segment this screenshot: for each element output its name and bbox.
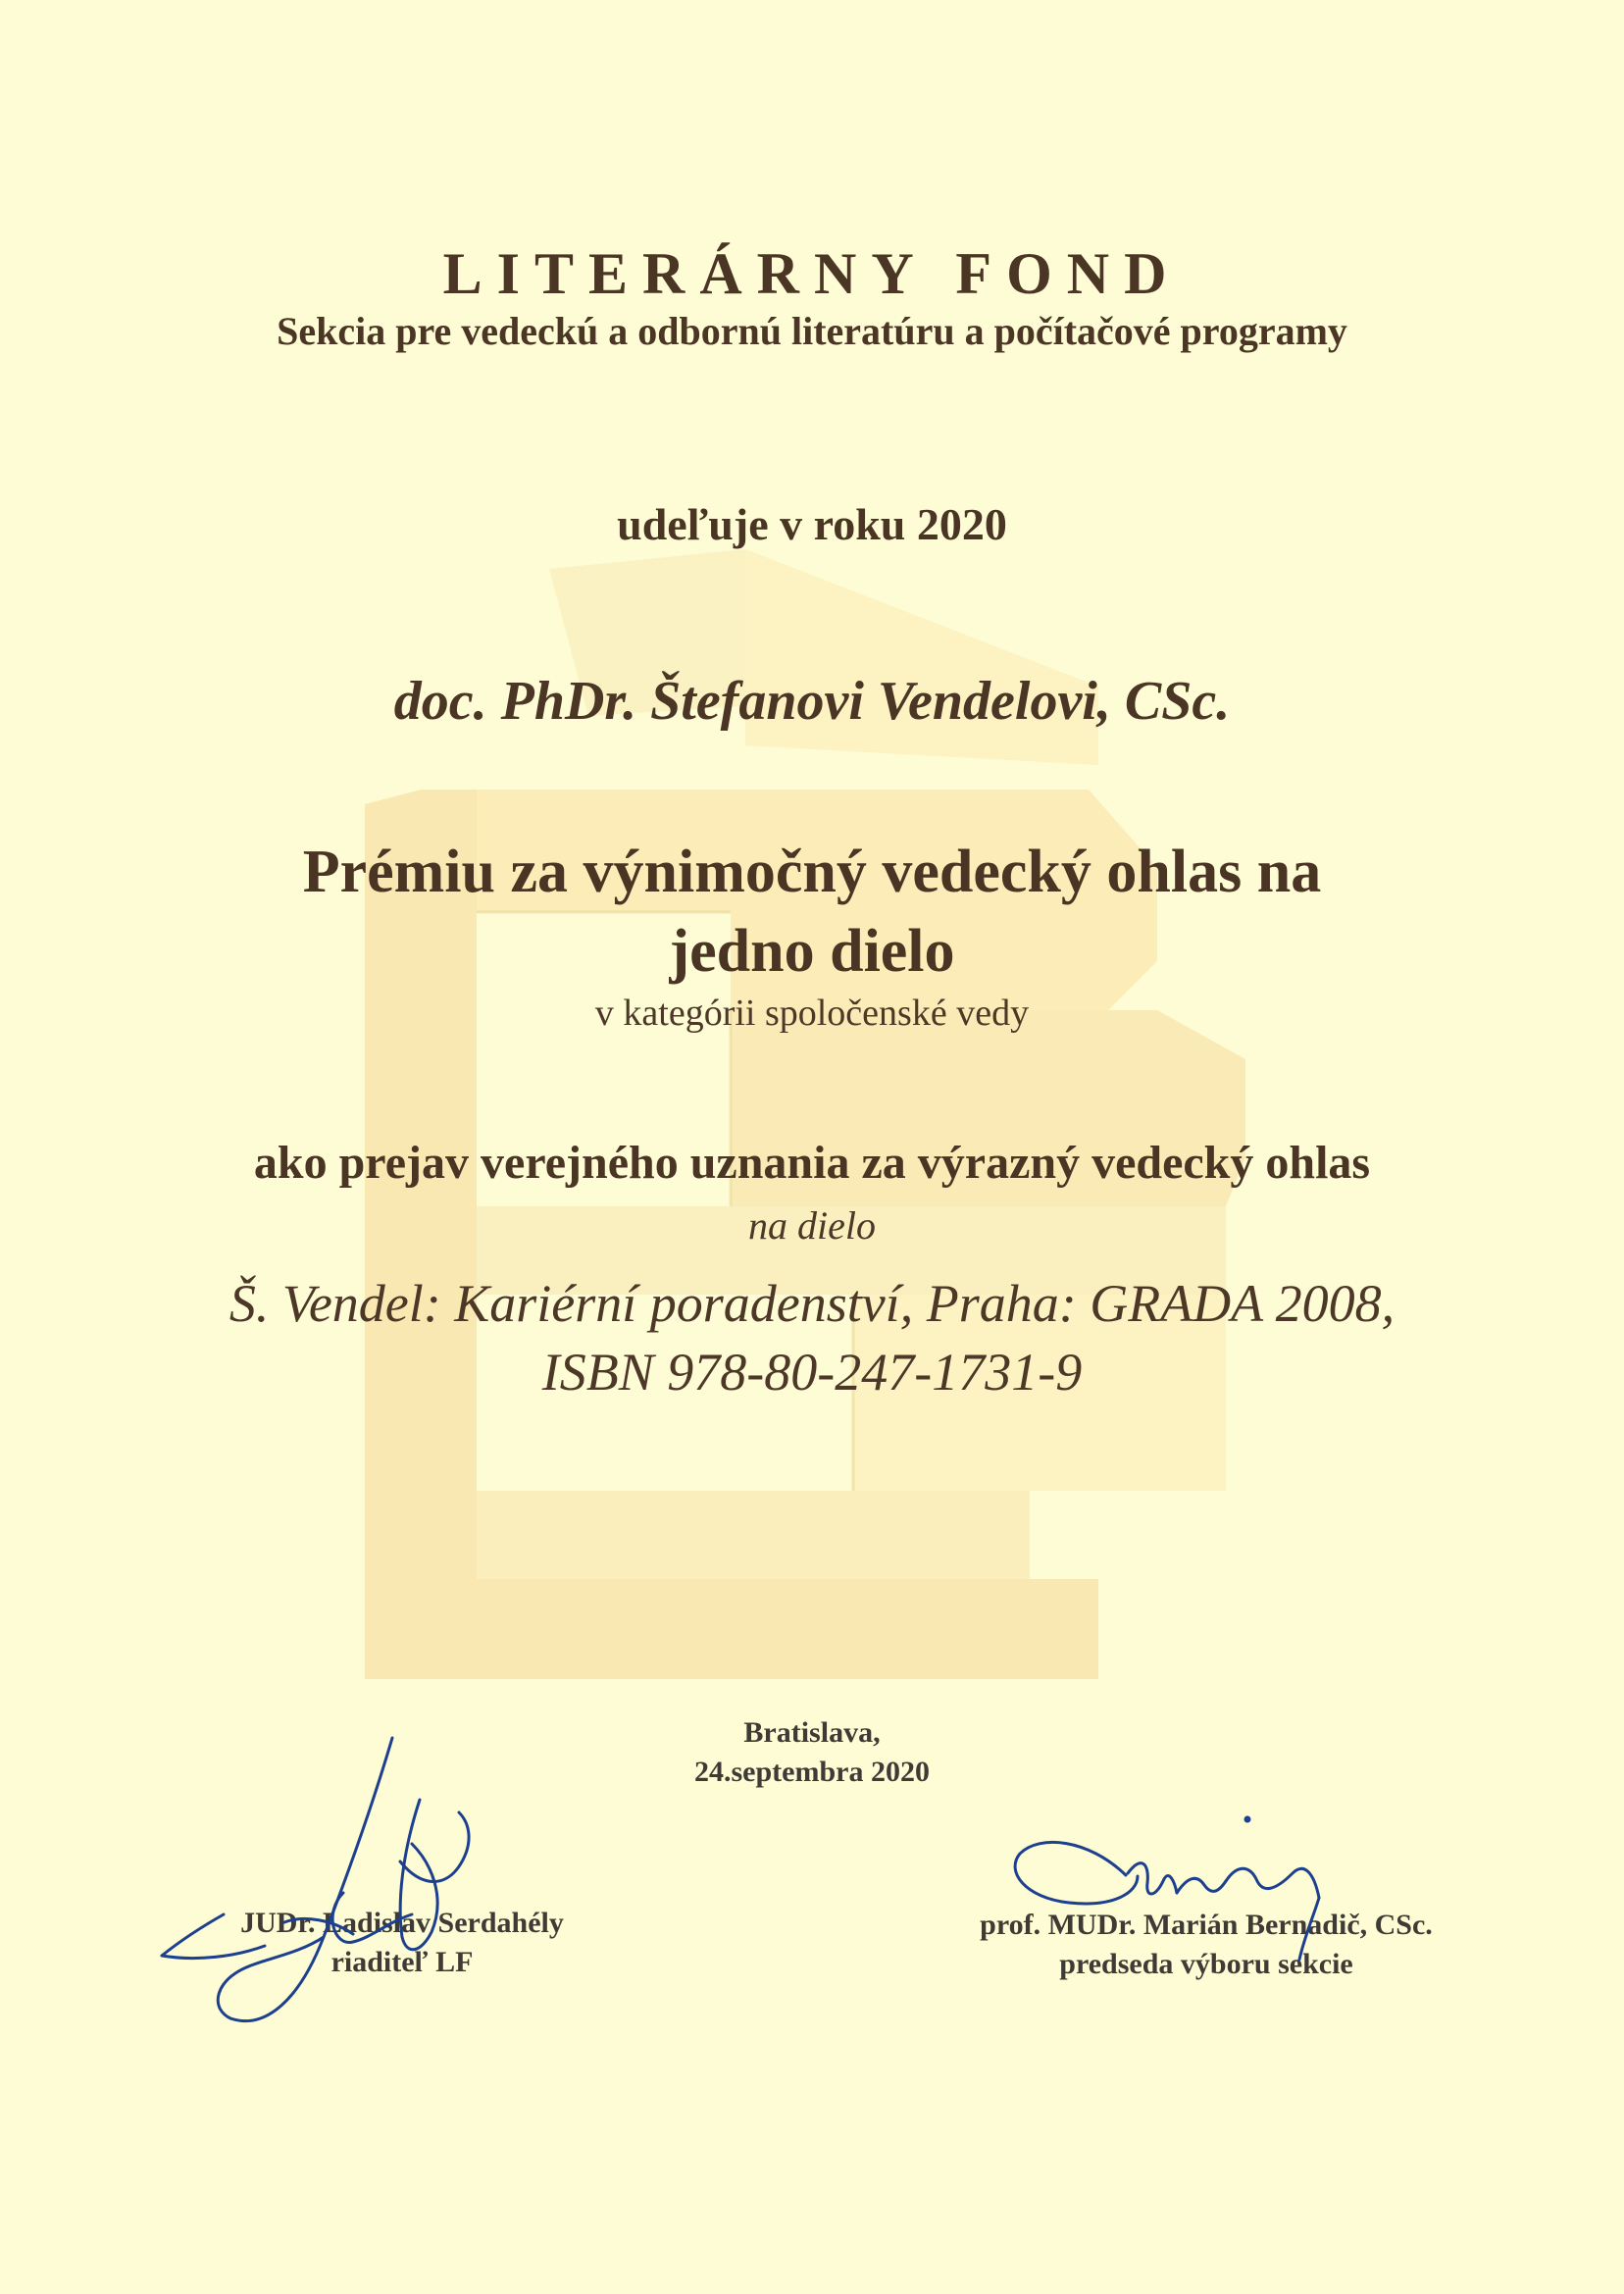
- section-subtitle: Sekcia pre vedeckú a odbornú literatúru a počítačové programy: [277, 309, 1347, 353]
- left-signatory: [177, 1904, 628, 1982]
- on-work-label: na dielo: [748, 1203, 876, 1248]
- prize-title-line-1: Prémiu za výnimočný vedecký ohlas na: [302, 839, 1322, 905]
- fund-title: LITERÁRNY FOND: [442, 241, 1182, 306]
- issue-date: 24.septembra 2020: [694, 1756, 930, 1788]
- recipient-name: doc. PhDr. Štefanovi Vendelovi, CSc.: [393, 671, 1231, 732]
- right-signatory-name: prof. MUDr. Marián Bernadič, CSc.: [980, 1909, 1433, 1941]
- work-citation-line-1: Š. Vendel: Kariérní poradenství, Praha: GRADA 2008,: [228, 1274, 1396, 1333]
- left-signatory-name: JUDr. Ladislav Serdahély: [240, 1907, 564, 1939]
- prize-category: v kategórii spoločenské vedy: [594, 993, 1030, 1034]
- issue-place: Bratislava,: [743, 1716, 881, 1749]
- award-reason: ako prejav verejného uznania za výrazný vedecký ohlas: [253, 1137, 1371, 1189]
- prize-title-line-2: jedno dielo: [669, 918, 955, 985]
- left-signatory-role: riaditeľ LF: [330, 1946, 474, 1978]
- right-signatory-role: predseda výboru sekcie: [1059, 1948, 1353, 1980]
- awards-year-line: udeľuje v roku 2020: [617, 499, 1007, 549]
- right-signatory: [912, 1906, 1500, 1984]
- work-citation-line-2: ISBN 978-80-247-1731-9: [541, 1343, 1083, 1402]
